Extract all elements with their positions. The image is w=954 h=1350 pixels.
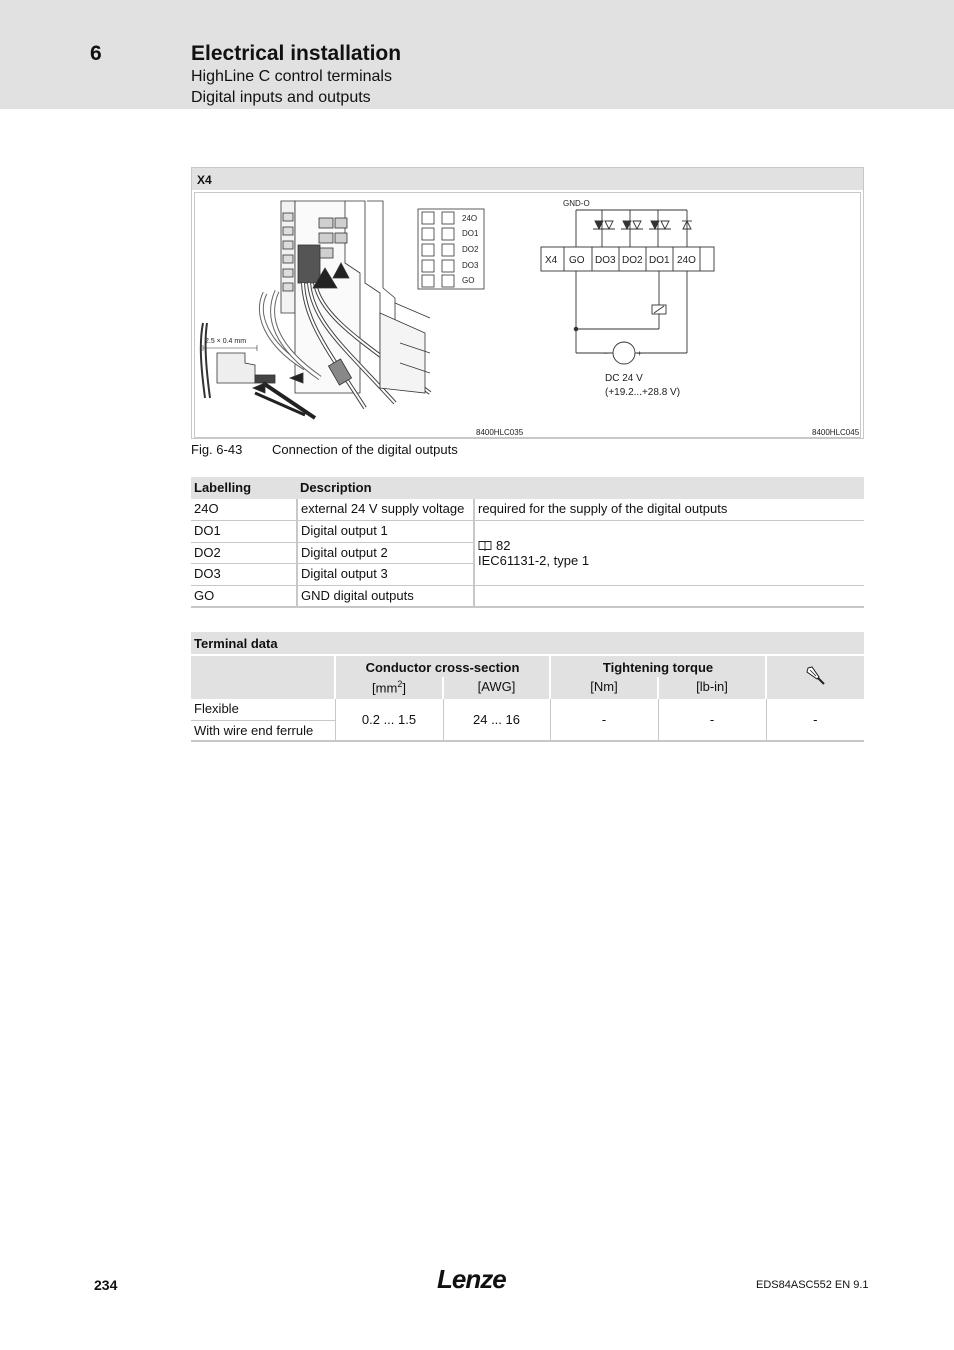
cell-description: external 24 V supply voltage <box>297 499 474 521</box>
gnd-label: GND-O <box>563 199 590 208</box>
group-tightening-torque: Tightening torque <box>550 655 766 677</box>
value-tool: - <box>766 699 864 741</box>
value-mm2: 0.2 ... 1.5 <box>335 699 443 741</box>
unit-awg: [AWG] <box>443 677 550 699</box>
value-nm: - <box>550 699 658 741</box>
cell-label: DO2 <box>191 542 297 564</box>
protection-diode <box>682 210 692 247</box>
page-number: 234 <box>94 1277 118 1293</box>
supply-voltage-label: DC 24 V <box>605 373 643 384</box>
unit-mm2-sup: 2 <box>397 679 403 689</box>
circuit-diagram <box>541 210 714 364</box>
logo-wordmark: Lenze <box>437 1264 506 1294</box>
row-label-flexible: Flexible <box>191 699 335 720</box>
row-label-wire-end-ferrule: With wire end ferrule <box>191 720 335 741</box>
cell-description: Digital output 1 <box>297 521 474 543</box>
unit-mm2-close: ] <box>402 680 406 696</box>
row-header-blank <box>191 655 335 699</box>
table-row <box>191 521 864 543</box>
subsection-subtitle: Digital inputs and outputs <box>191 89 371 106</box>
terminal-label-go: GO <box>462 276 475 285</box>
terminal-strip-x4: X4 <box>545 255 558 266</box>
figure-frame <box>191 167 864 439</box>
chapter-title: Electrical installation <box>191 42 402 65</box>
table-row <box>191 499 864 521</box>
output-stage-1 <box>593 210 615 247</box>
unit-lb-in: [lb-in] <box>658 677 766 699</box>
tool-column-header <box>766 655 864 699</box>
unit-mm2 <box>335 677 443 699</box>
figure-header <box>192 168 863 190</box>
figure-ref-right: 8400HLC045 <box>812 428 860 437</box>
terminal-strip-go: GO <box>569 255 585 266</box>
header-band <box>0 0 954 109</box>
output-stage-2 <box>621 210 643 247</box>
cell-description: GND digital outputs <box>297 585 474 607</box>
cell-label: 24O <box>191 499 297 521</box>
value-lb-in: - <box>658 699 766 741</box>
terminal-label-24o: 24O <box>462 214 478 223</box>
device-illustration <box>261 201 430 408</box>
figure-caption-text: Connection of the digital outputs <box>272 442 458 457</box>
cell-merged-note <box>474 521 864 586</box>
figure-drawing <box>195 193 862 439</box>
section-subtitle: HighLine C control terminals <box>191 68 392 85</box>
cell-label: GO <box>191 585 297 607</box>
terminal-strip-24o: 24O <box>677 255 696 266</box>
figure-ref-left: 8400HLC035 <box>476 428 524 437</box>
cell-description: Digital output 3 <box>297 564 474 586</box>
book-icon <box>478 540 492 551</box>
page-reference <box>478 538 861 553</box>
cell-label: DO1 <box>191 521 297 543</box>
lenze-logo <box>437 1264 517 1299</box>
terminal-label-do2: DO2 <box>462 245 479 254</box>
table-row <box>191 585 864 607</box>
supply-range-label: (+19.2...+28.8 V) <box>605 387 681 398</box>
unit-nm: [Nm] <box>550 677 658 699</box>
terminal-strip-do2: DO2 <box>622 255 643 266</box>
terminal-strip-do3: DO3 <box>595 255 616 266</box>
table-header-row <box>191 477 864 499</box>
header-description: Description <box>297 477 864 499</box>
screwdriver-icon <box>805 665 827 687</box>
terminal-label-do3: DO3 <box>462 261 479 270</box>
terminal-data-title: Terminal data <box>191 632 864 655</box>
output-stage-3 <box>649 210 671 247</box>
dimension-label: 2.5 × 0.4 mm <box>205 338 247 345</box>
group-conductor-cross-section: Conductor cross-section <box>335 655 550 677</box>
figure-caption-number: Fig. 6-43 <box>191 442 243 457</box>
page-reference-number: 82 <box>496 537 511 553</box>
value-awg: 24 ... 16 <box>443 699 550 741</box>
labelling-table <box>191 477 864 608</box>
cell-note: required for the supply of the digital outputs <box>474 499 864 521</box>
terminal-data-table <box>191 632 864 742</box>
chapter-number: 6 <box>90 42 102 65</box>
source-minus: − <box>603 349 608 358</box>
cell-label: DO3 <box>191 564 297 586</box>
standard-reference: IEC61131-2, type 1 <box>478 552 590 568</box>
figure-label: X4 <box>197 173 212 187</box>
unit-mm2-open: [mm <box>372 680 398 696</box>
source-plus: + <box>637 349 642 358</box>
figure-drawing-area <box>194 192 861 438</box>
cell-note-empty <box>474 585 864 607</box>
header-labelling: Labelling <box>191 477 297 499</box>
cell-description: Digital output 2 <box>297 542 474 564</box>
terminal-label-do1: DO1 <box>462 229 479 238</box>
document-id: EDS84ASC552 EN 9.1 <box>756 1279 869 1291</box>
terminal-strip-do1: DO1 <box>649 255 670 266</box>
logo-graphic <box>437 1264 517 1294</box>
